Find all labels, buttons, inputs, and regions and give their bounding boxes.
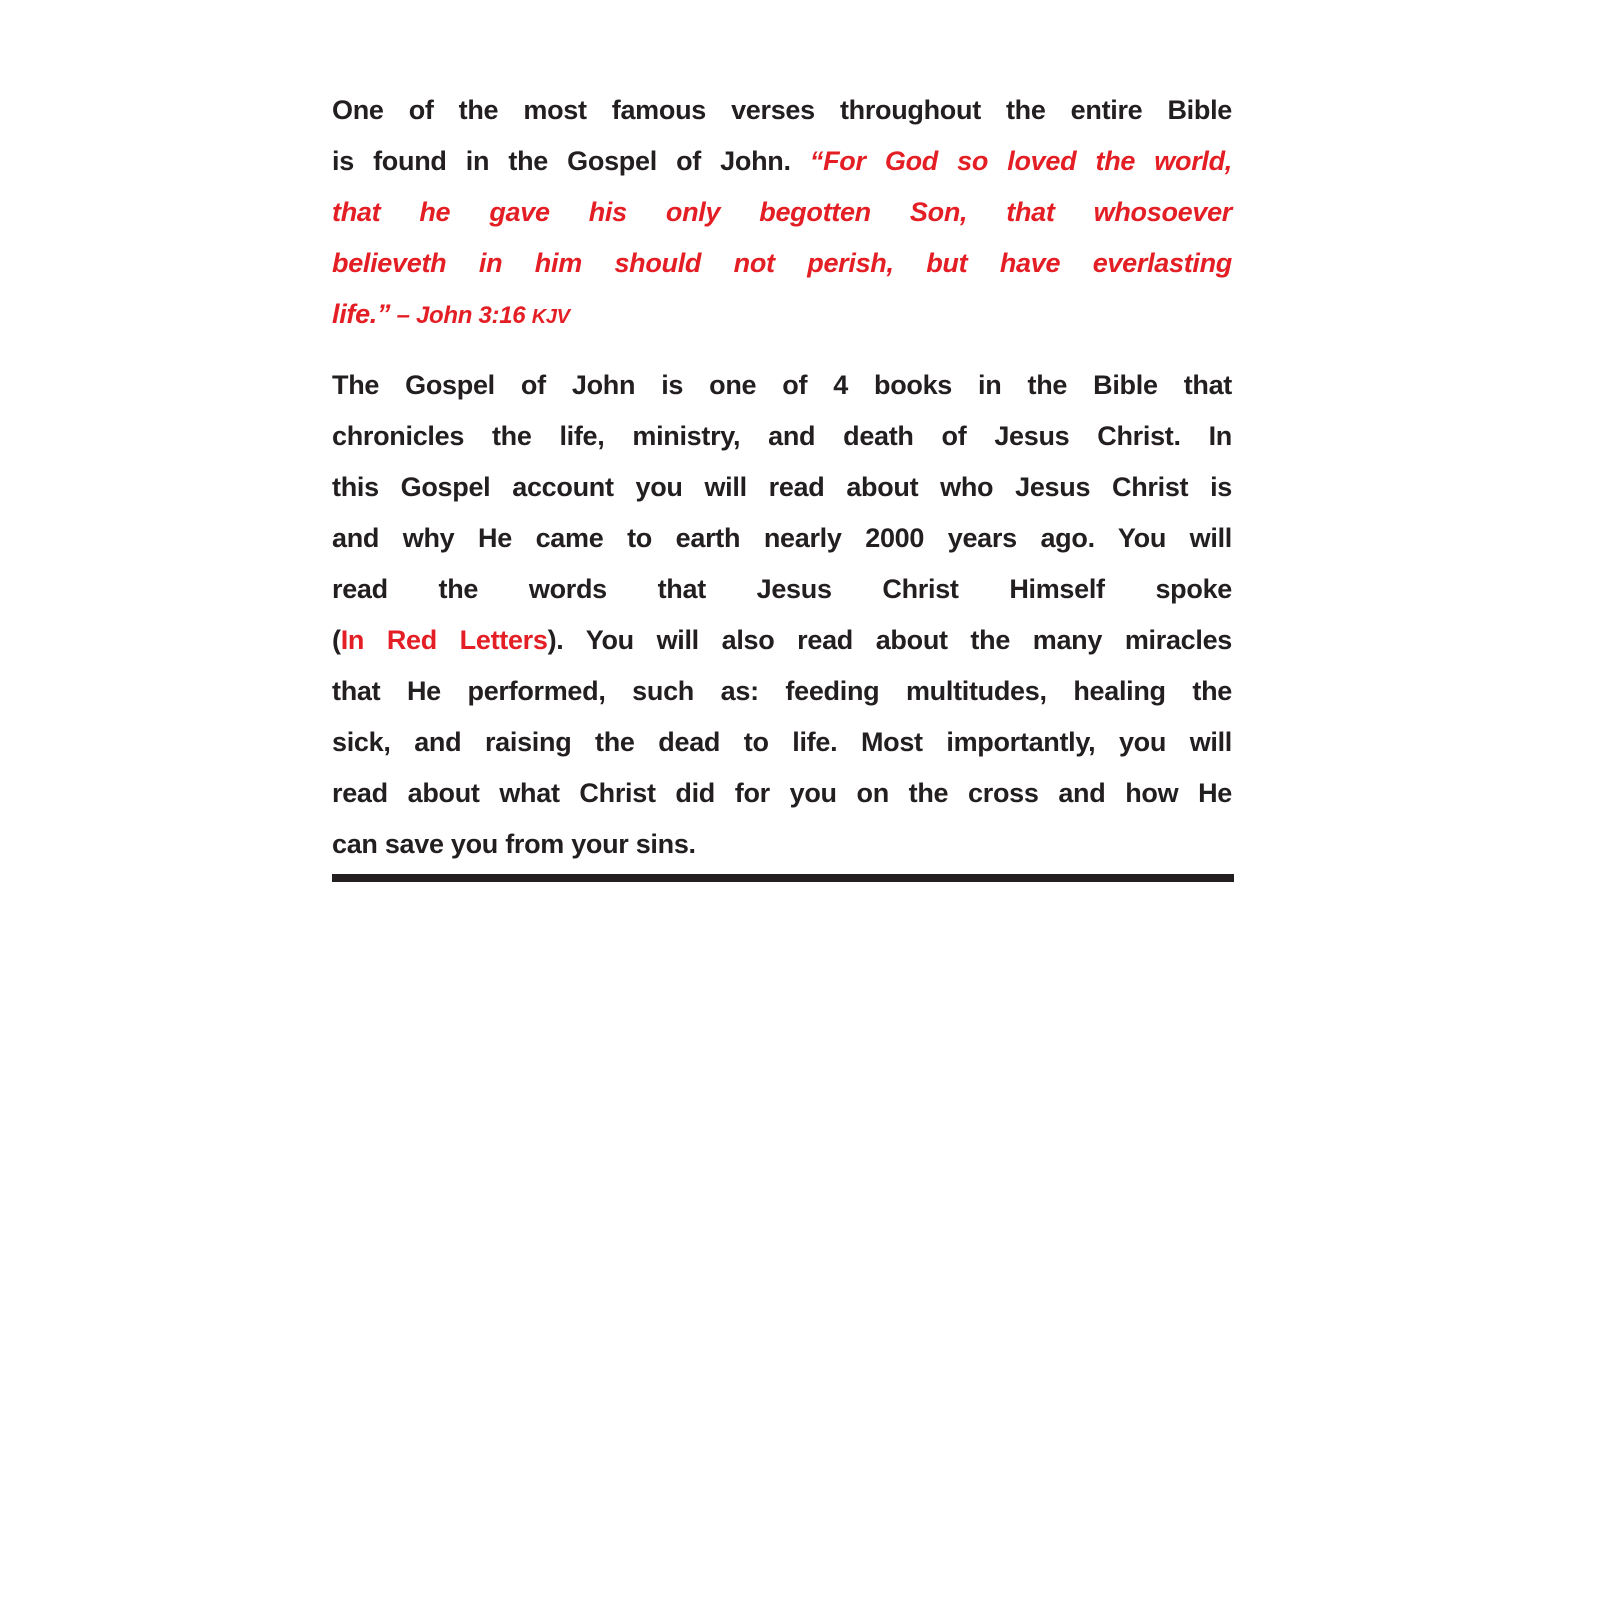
text-line: this Gospel account you will read about who Jesus Christ is [332,472,1232,502]
text-line: that He performed, such as: feeding multitudes, healing the [332,676,1232,706]
text-line: can save you from your sins. [332,829,696,859]
text-line [332,136,1232,187]
verse-line [332,289,1232,340]
text-line: chronicles the life, ministry, and death of Jesus Christ. In [332,421,1232,451]
horizontal-rule [332,874,1234,882]
paren: ( [332,625,341,655]
text-line: and why He came to earth nearly 2000 years ago. You will [332,523,1232,553]
red-letters-text: In Red Letters [340,625,548,655]
text-line: The Gospel of John is one of 4 books in the Bible that [332,370,1232,400]
text-line: read the words that Jesus Christ Himself spoke [332,574,1232,604]
verse-reference: – John 3:16 [390,302,532,329]
text-line [332,615,1232,666]
text-line: sick, and raising the dead to life. Most importantly, you will [332,727,1232,757]
text-line: One of the most famous verses throughout the entire Bible [332,95,1232,125]
verse-line: that he gave his only begotten Son, that whosoever [332,197,1232,227]
verse-end: life.” [332,299,391,329]
bible-version: KJV [531,306,570,328]
text-line: read about what Christ did for you on the cross and how He [332,778,1232,808]
intro-text: is found in the Gospel of John. [332,146,810,176]
text-segment: ). You will also read about the many miracles [547,625,1233,655]
verse-line: believeth in him should not perish, but have everlasting [332,248,1232,278]
body-paragraph [332,360,1232,870]
intro-paragraph [332,85,1232,340]
verse-quote: “For God so loved the world, [809,146,1232,176]
